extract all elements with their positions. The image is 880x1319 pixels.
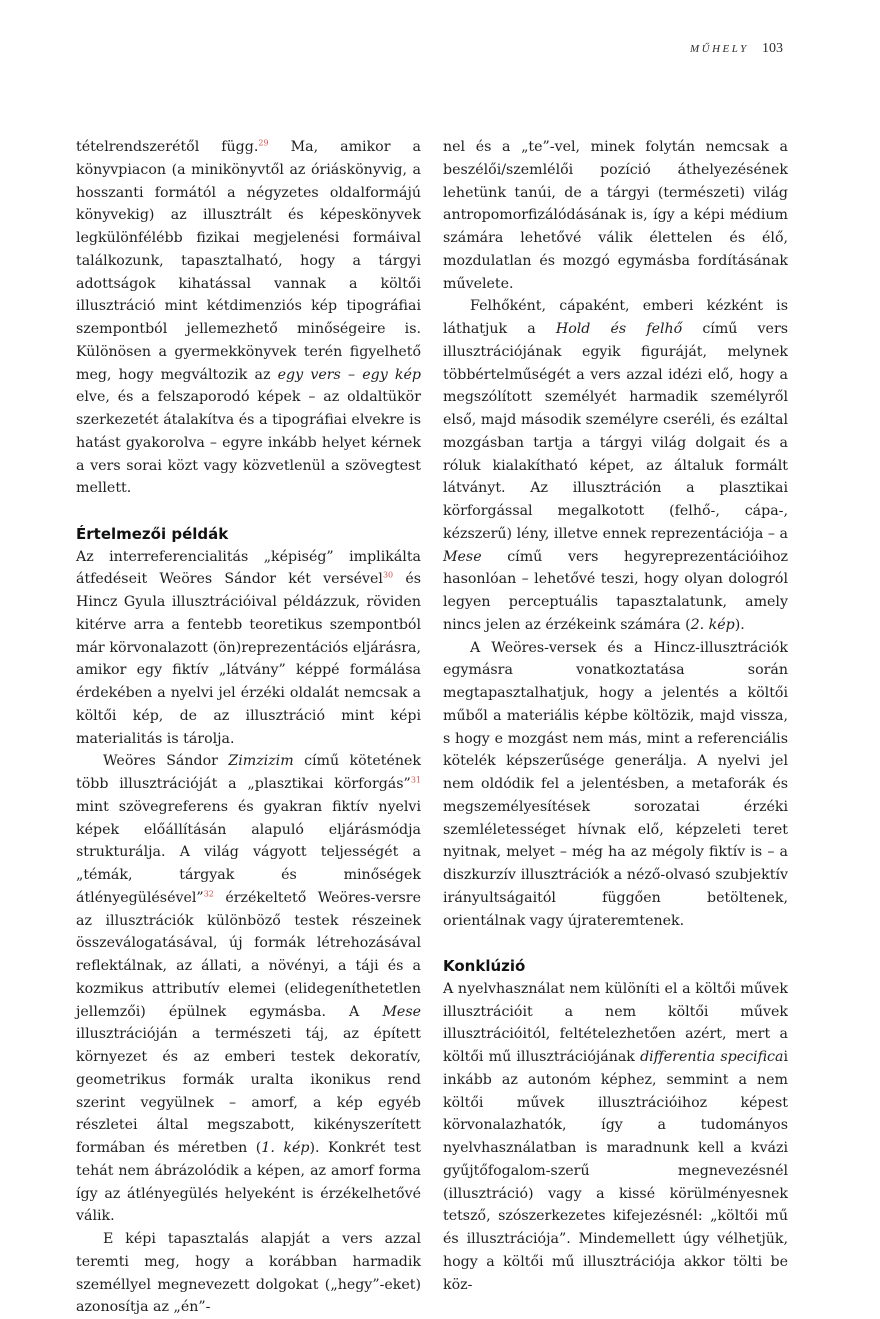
emphasis: differentia specifica bbox=[640, 1049, 784, 1065]
paragraph: E képi tapasztalás alapját a vers azzal teremti meg, hogy a korábban harmadik személlyel megnevezett dolgokat („hegy”-eket) azonosítja az „én”- bbox=[76, 1231, 421, 1316]
text: ). Konkrét test tehát nem ábrázolódik a képen, az amorf forma így az átlényegülés helyeként is érzékelhetővé válik. bbox=[76, 1140, 421, 1225]
text: Ma, amikor a könyvpiacon (a minikönyvtől az óriáskönyvig, a hosszanti formától a négyzetes oldalformájú könyvekig) az illusztrált és képeskönyvek legkülönfélébb fizikai megjelenési formáival találkozunk, tapasztalható, hogy a tárgyi adottságok kihatással vannak a költői illusztráció mint kétdimenziós kép tipográfiai szempontból jellemezhető minőségeire is. Különösen a gyermekkönyvek terén figyelhető meg, hogy megváltozik az bbox=[76, 139, 422, 383]
paragraph bbox=[76, 136, 421, 500]
emphasis: Mese bbox=[443, 548, 482, 565]
right-column bbox=[443, 136, 788, 1296]
text: elve, és a felszaporodó képek – az oldaltükör szerkezetét átalakítva és a tipográfiai elvekre is hatást gyakorolva – egyre inkább helyet kérnek a vers sorai közt vagy közvetlenül a szövegtest mellett. bbox=[76, 389, 421, 497]
paragraph bbox=[76, 546, 421, 751]
section-title: MŰHELY bbox=[690, 43, 749, 55]
figure-ref: 2. kép bbox=[690, 616, 735, 633]
footnote-ref[interactable]: 29 bbox=[258, 138, 269, 148]
emphasis: egy vers – egy kép bbox=[277, 366, 421, 383]
text: című vers hegyreprezentációihoz hasonlóan – lehetővé teszi, hogy olyan dologról legyen perceptuális tapasztalatunk, amely nincs jelen az érzékeink számára ( bbox=[443, 548, 788, 633]
text: tételrendszerétől függ. bbox=[76, 139, 259, 155]
text: i inkább az autonóm képhez, semmint a nem költői művek illusztrációihoz képest körvonalazhatók, így a tudományos nyelvhasználatban is maradnunk kell a kvázi gyűjtőfogalom-szerű megnevezésnél (illusztráció) vagy a kissé körülményesnek tetsző, szószerkezetes kifejezésnél: „költői mű és illusztrációja”. Mindemellett úgy vélhetjük, hogy a költői mű illusztrációja akkor tölti be köz- bbox=[443, 1049, 789, 1293]
emphasis: Mese bbox=[382, 1003, 421, 1020]
paragraph bbox=[76, 750, 421, 1228]
text: A nyelvhasználat nem különíti el a költői művek illusztrációit a nem költői művek illusztrációitól, feltételezhetően azért, mert a költői mű illusztrációjának bbox=[443, 980, 788, 1065]
running-head bbox=[690, 40, 810, 57]
text: érzékeltető Weöres-versre az illusztrációk különböző testek részeinek összeválogatásával, új formák létrehozásával reflektálnak, az állati, a növényi, a táji és a kozmikus attributív elemei (elidegeníthetetlen jellemzői) épülnek egymásba. A bbox=[76, 889, 421, 1020]
footnote-ref[interactable]: 30 bbox=[382, 570, 394, 580]
footnote-ref[interactable]: 31 bbox=[410, 775, 421, 785]
text: Weöres Sándor bbox=[103, 753, 229, 770]
paragraph: nel és a „te”-vel, minek folytán nemcsak a beszélői/szemlélői pozíció áthelyezésének lehetünk tanúi, de a tárgyi (természeti) világ antropomorfizálódásának is, így a képi médium számára lehetővé válik élettelen és élő, mozdulatlan és mozgó egymásba fordításának művelete. bbox=[443, 139, 788, 292]
text: című kötetének több illusztrációját a „plasztikai körforgás” bbox=[76, 753, 422, 792]
emphasis: Hold és felhő bbox=[555, 321, 683, 337]
paragraph bbox=[443, 978, 788, 1297]
text: mint szövegreferens és gyakran fiktív nyelvi képek előállításán alapuló eljárásmódja strukturálja. A világ vágyott teljességét a „témák, tárgyak és minőségek átlényegülésével” bbox=[76, 798, 421, 906]
text: ). bbox=[734, 616, 745, 633]
footnote-ref[interactable]: 32 bbox=[203, 889, 214, 899]
text: című vers illusztrációjának egyik figuráját, melynek többértelműségét a vers azzal idézi elő, hogy a megszólított személyét harmadik személyről első, majd második személyre cseréli, és ezáltal mozgásban tartja a tárgyi világ dolgait és a róluk kialakítható képet, az általuk formált látványt. Az illusztráción a plasztikai körforgással megalkotott (felhő-, cápa-, kézszerű) lény, illetve ennek reprezentációja – a bbox=[443, 321, 789, 542]
text: és Hincz Gyula illusztrációival példázzuk, röviden kitérve arra a fentebb teoretikus szempontból már körvonalazott (ön)reprezentációs eljárásra, amikor egy fiktív „látvány” képpé formálása érdekében a nyelvi jel érzéki oldalát nemcsak a költői kép, de az illusztráció mint képi materialitás is tárolja. bbox=[76, 571, 422, 747]
paragraph: A Weöres-versek és a Hincz-illusztrációk egymásra vonatkoztatása során megtapasztalhatjuk, hogy a jelentés a költői műből a materiális képbe költözik, majd vissza, s hogy e mozgást nem más, mint a referenciális kötelék képszerűsége generálja. A nyelvi jel nem oldódik fel a jelentésben, a metaforák és megszemélyesítések sorozatai érzéki szemléletességet hívnak elő, képzeleti teret nyitnak, melyet – még ha az mégoly fiktív is – a diszkurzív illusztrációk a néző-olvasó szubjektív irányultságaitól függően betöltenek, orientálnak vagy újrateremtenek. bbox=[443, 639, 788, 929]
section-heading: Értelmezői példák bbox=[76, 524, 229, 543]
text: Az interreferencialitás „képiség” implikálta átfedéseit Weöres Sándor két versével bbox=[76, 548, 421, 588]
paragraph bbox=[443, 295, 788, 636]
section-heading: Konklúzió bbox=[443, 957, 526, 975]
text: illusztrációján a természeti táj, az épített környezet és az emberi testek dekoratív, geometrikus formák uralta ikonikus rend szerint vegyülnek – amorf, a kép egyéb részletei által megszabott, kikényszerített formában és méretben ( bbox=[76, 1026, 421, 1156]
left-column bbox=[76, 136, 421, 1319]
text: Felhőként, cápaként, emberi kézként is láthatjuk a bbox=[443, 298, 788, 337]
emphasis: Zimzizim bbox=[228, 753, 294, 770]
figure-ref: 1. kép bbox=[261, 1140, 310, 1156]
page-number: 103 bbox=[762, 41, 784, 56]
